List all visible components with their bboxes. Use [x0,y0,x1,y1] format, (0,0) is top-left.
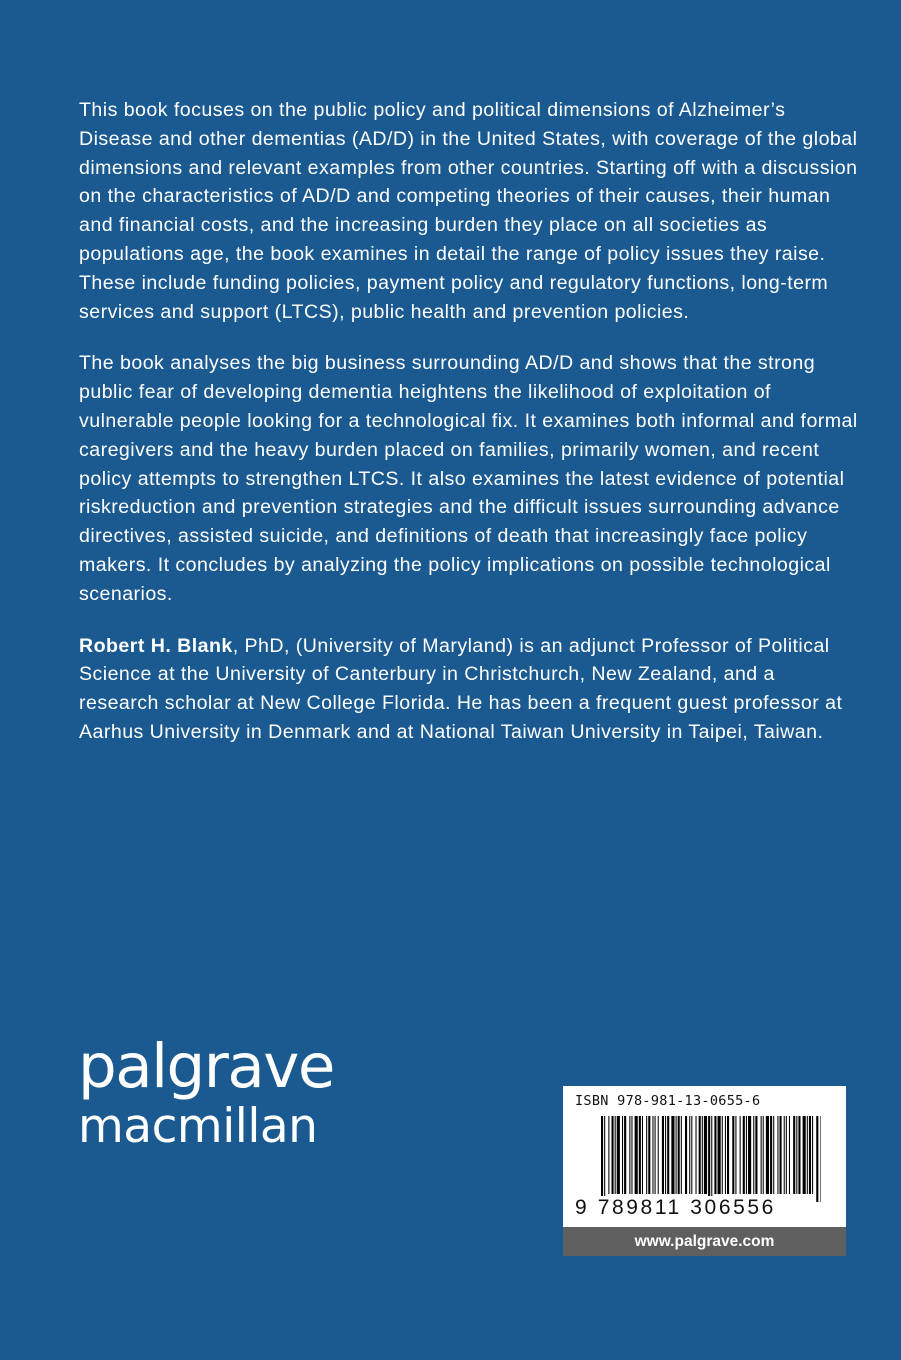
description-paragraph-2: The book analyses the big business surrounding AD/D and shows that the strong public fear of developing dementia heightens the likelihood of exploitation of vulnerable people looking for a technological fix. It examines both informal and formal caregivers and the heavy burden placed on families, primarily women, and recent policy attempts to strengthen LTCS. It also examines the latest evidence of potential riskreduction and prevention strategies and the difficult issues surrounding advance directives, assisted suicide, and definitions of death that increasingly face policy makers. It concludes by analyzing the policy implications on possible technological scenarios. [79,352,858,605]
barcode-bar [685,1116,687,1194]
barcode-bar [658,1116,659,1194]
barcode-bar [725,1116,726,1194]
barcode-bar [671,1116,674,1194]
author-bio-text: , PhD, (University of Maryland) is an adjunct Professor of Political Science at the University of Canterbury in Christchurch, New Zealand, and a research scholar at New College Florida. He has been a frequent guest professor at Aarhus University in Denmark and at National Taiwan University in Taipei, Taiwan. [79,634,843,743]
barcode-bar [755,1116,757,1194]
barcode-bar [714,1116,716,1194]
barcode-bar [665,1116,666,1194]
barcode-bar [732,1116,734,1194]
isbn-label: ISBN 978-981-13-0655-6 [575,1093,761,1109]
barcode-bar [648,1116,650,1194]
back-cover-blurb [79,96,859,770]
publisher-url: www.palgrave.com [563,1227,846,1256]
barcode-bar [702,1116,703,1194]
barcode-bar [766,1116,769,1194]
barcode-bar [816,1116,818,1202]
barcode-bar [812,1116,813,1194]
barcode-bar [615,1116,616,1194]
barcode-bar [763,1116,764,1194]
barcode-bars [601,1116,821,1202]
description-paragraph-1: This book focuses on the public policy and political dimensions of Alzheimer’s Disease and other dementias (AD/D) in the United States, with coverage of the global dimensions and relevant examples from other countries. Starting off with a discussion on the characteristics of AD/D and competing theories of their causes, their human and financial costs, and the increasing burden they place on all societies as populations age, the book examines in detail the range of policy issues they raise. These include funding policies, payment policy and regulatory functions, long-term services and support (LTCS), public health and prevention policies. [79,99,858,323]
barcode-bar [820,1116,821,1202]
barcode-bar [624,1116,626,1194]
barcode-bar [809,1116,811,1194]
barcode-block [563,1086,846,1227]
barcode-bar [639,1116,641,1194]
barcode-bar [789,1116,790,1194]
barcode-bar [735,1116,736,1194]
barcode-bar [691,1116,692,1194]
barcode-bar [773,1116,774,1194]
barcode-bar [793,1116,795,1194]
barcode-bar [699,1116,701,1194]
barcode-bar [746,1116,747,1194]
publisher-logo-line1: palgrave [78,1031,334,1102]
ean-digits: 9 789811 306556 [575,1196,776,1219]
barcode-bar [622,1116,623,1194]
barcode-bar [711,1116,712,1202]
barcode-bar [631,1116,632,1194]
barcode-bar [740,1116,741,1194]
publisher-logo-line2: macmillan [78,1099,318,1154]
barcode-bar [642,1116,643,1194]
barcode-bar [646,1116,647,1194]
author-bio [79,632,859,747]
barcode-bar [803,1116,806,1194]
barcode-bar [617,1116,620,1194]
barcode-bar [780,1116,782,1194]
barcode-bar [753,1116,754,1194]
barcode-bar [770,1116,772,1194]
barcode-bar [796,1116,797,1194]
barcode-bar [748,1116,751,1194]
barcode-bar [777,1116,778,1194]
author-name: Robert H. Blank [79,634,233,657]
barcode-bar [722,1116,723,1194]
barcode-bar [601,1116,603,1202]
barcode-bar [689,1116,690,1194]
barcode-bar [743,1116,745,1194]
barcode-bar [604,1116,605,1202]
barcode-bar [761,1116,762,1194]
barcode-bar [786,1116,787,1194]
publisher-logo [78,1031,334,1154]
barcode-bar [652,1116,653,1194]
barcode-bar [667,1116,669,1194]
barcode-bar [612,1116,614,1194]
barcode-bar [718,1116,721,1194]
barcode-bar [807,1116,808,1194]
barcode-bar [704,1116,707,1194]
barcode-bar [678,1116,680,1194]
barcode-bar [608,1116,609,1194]
barcode-bar [635,1116,638,1194]
barcode-bar [655,1116,656,1194]
barcode-bar [798,1116,800,1194]
barcode-bar [784,1116,785,1194]
barcode-bar [629,1116,630,1194]
barcode-bar [676,1116,677,1194]
barcode-bar [727,1116,729,1194]
barcode-bar [708,1116,710,1202]
barcode-bar [662,1116,664,1194]
barcode-bar [696,1116,697,1194]
barcode-bar [681,1116,682,1194]
